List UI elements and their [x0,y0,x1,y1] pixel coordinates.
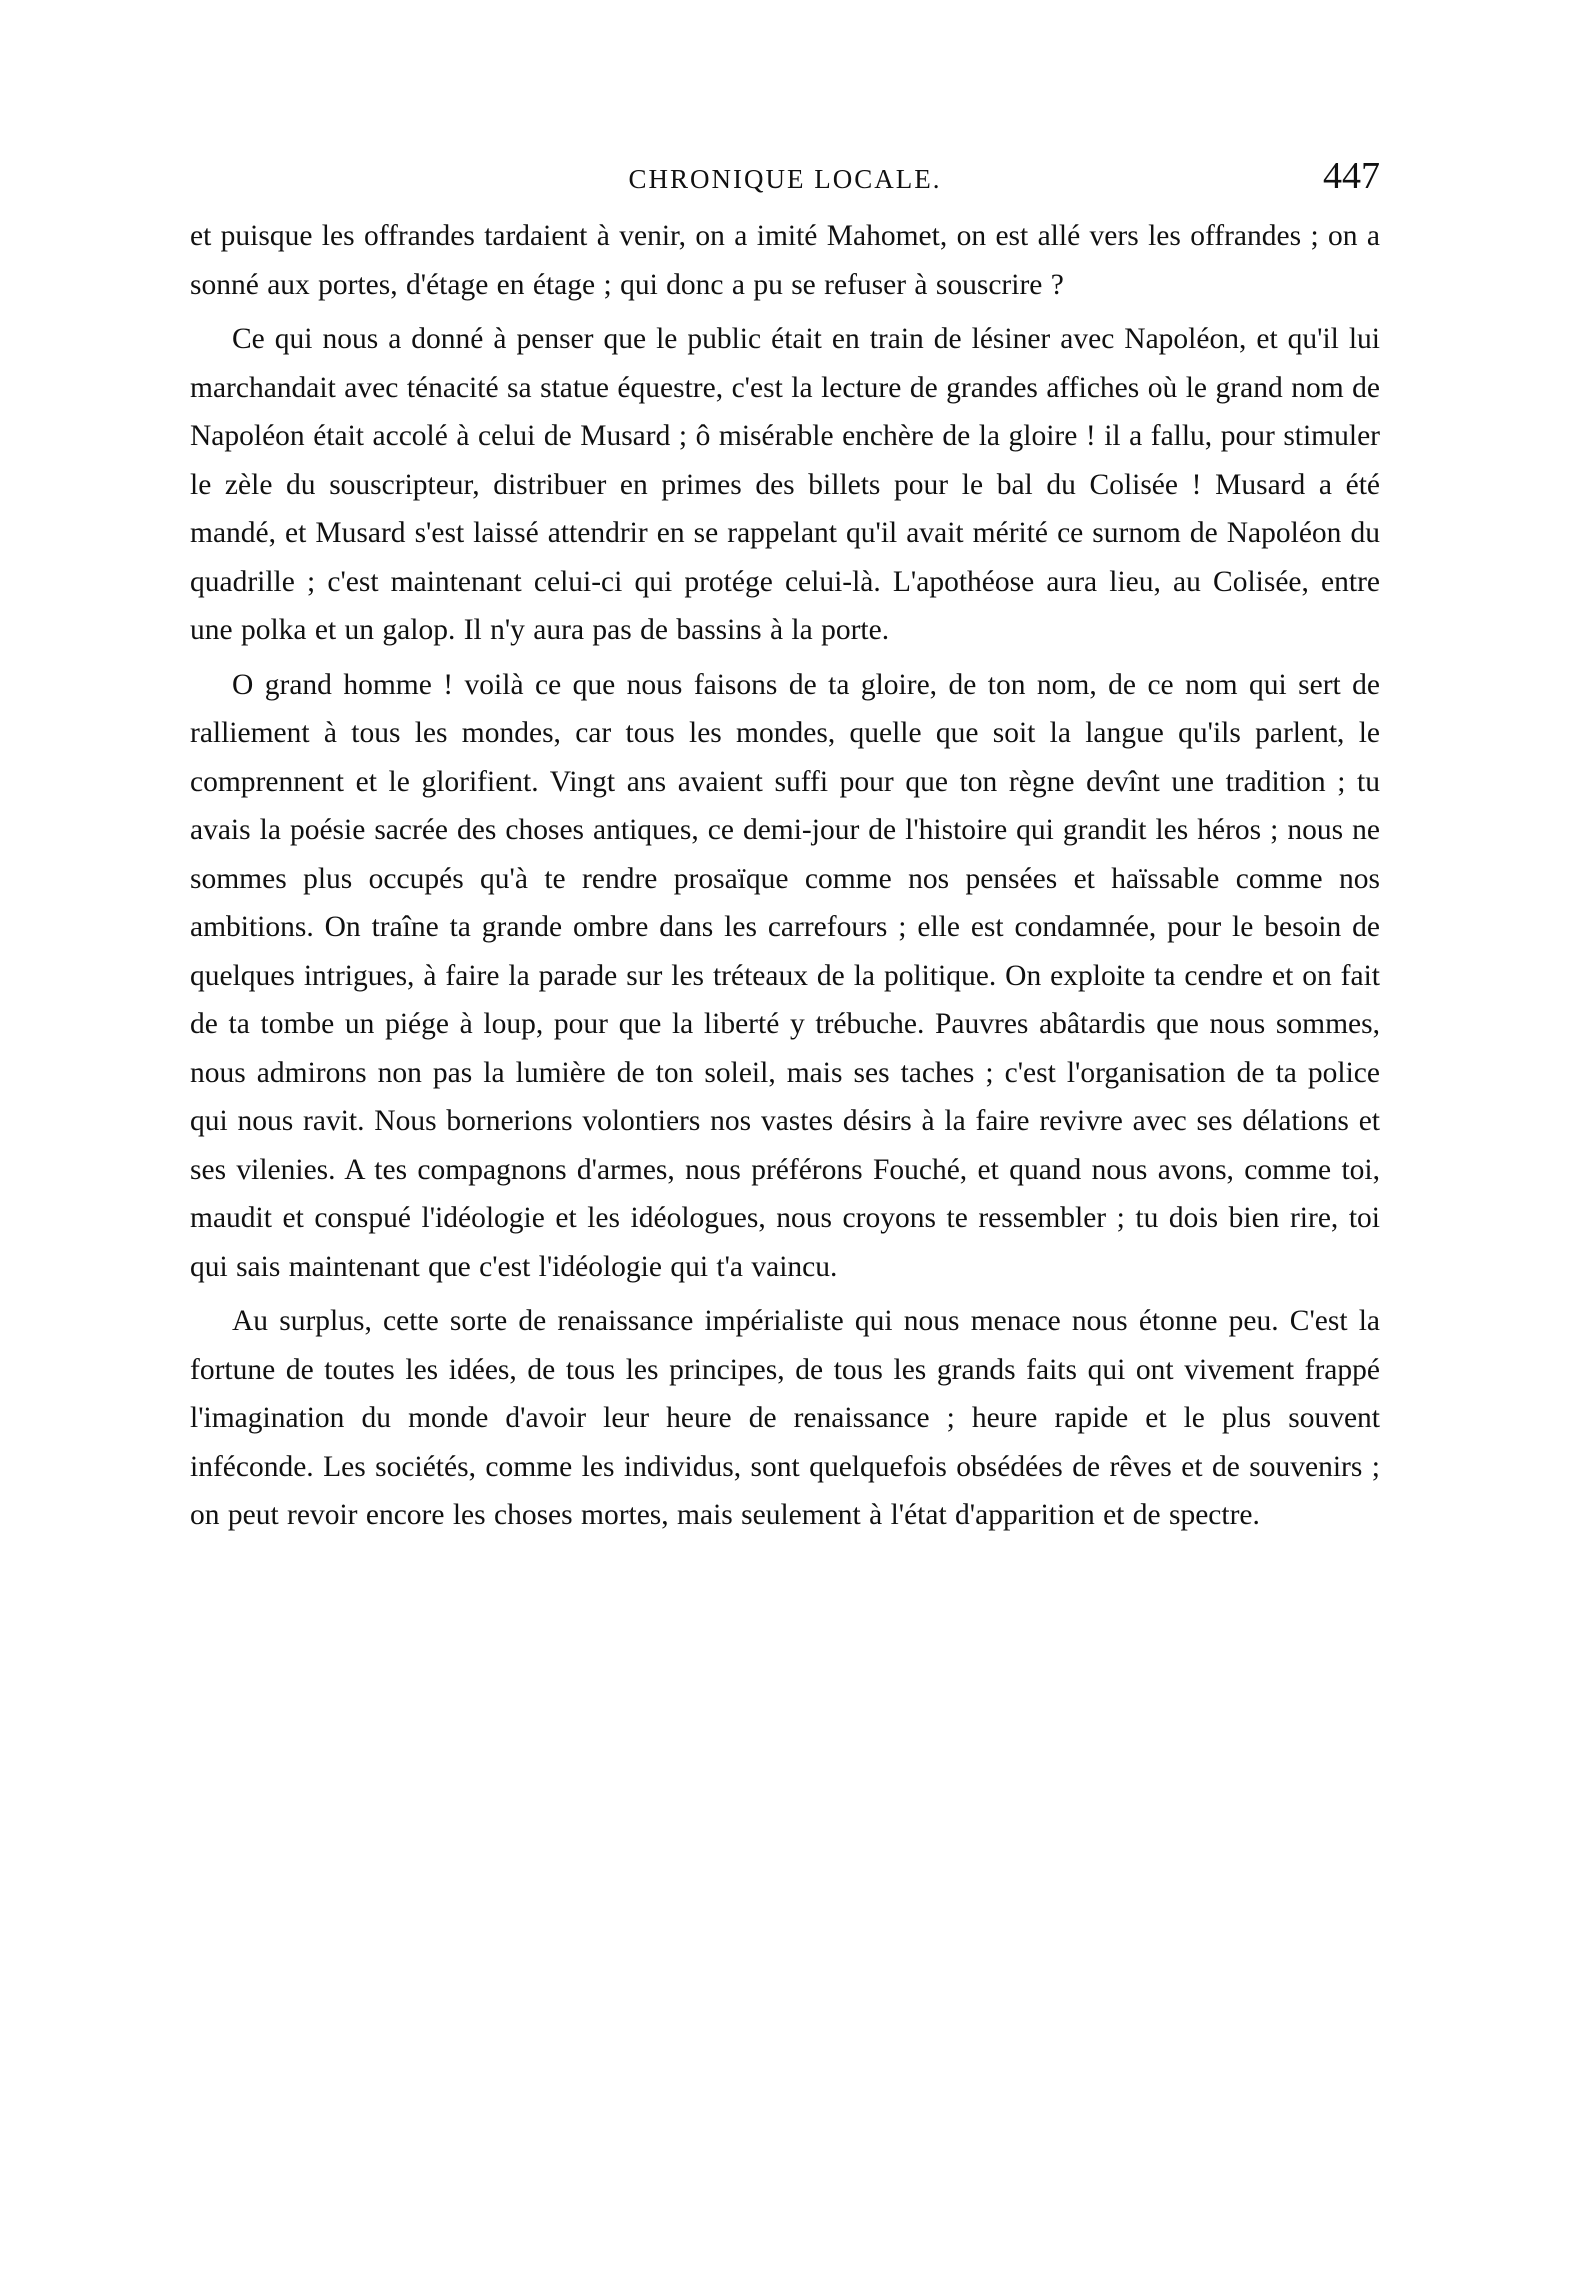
paragraph-continuation: et puisque les offrandes tardaient à venir, on a imité Mahomet, on est allé vers les offrandes ; on a sonné aux portes, d'étage en étage ; qui donc a pu se refuser à souscrire ? [190,220,1380,301]
paragraph-renaissance: Au surplus, cette sorte de renaissance impérialiste qui nous menace nous étonne peu. C'est la fortune de toutes les idées, de tous les principes, de tous les grands faits qui ont vivement frappé l'imagination du monde d'avoir leur heure de renaissance ; heure rapide et le plus souvent inféconde. Les sociétés, comme les individus, sont quelquefois obsédées de rêves et de souvenirs ; on peut revoir encore les choses mortes, mais seulement à l'état d'apparition et de spectre. [190,1305,1380,1531]
running-header [190,150,1380,210]
running-title: CHRONIQUE LOCALE. [628,164,942,194]
body-text [190,212,1380,1540]
paragraph-grand-homme: O grand homme ! voilà ce que nous faisons de ta gloire, de ton nom, de ce nom qui sert de ralliement à tous les mondes, car tous les mondes, quelle que soit la langue qu'ils parlent, le comprennent et le glorifient. Vingt ans avaient suffi pour que ton règne devînt une tradition ; tu avais la poésie sacrée des choses antiques, ce demi-jour de l'histoire qui grandit les héros ; nous ne sommes plus occupés qu'à te rendre prosaïque comme nos pensées et haïssable comme nos ambitions. On traîne ta grande ombre dans les carrefours ; elle est condamnée, pour le besoin de quelques intrigues, à faire la parade sur les tréteaux de la politique. On exploite ta cendre et on fait de ta tombe un piége à loup, pour que la liberté y trébuche. Pauvres abâtardis que nous sommes, nous admirons non pas la lumière de ton soleil, mais ses taches ; c'est l'organisation de ta police qui nous ravit. Nous bornerions volontiers nos vastes désirs à la faire revivre avec ses délations et ses vilenies. A tes compagnons d'armes, nous préférons Fouché, et quand nous avons, comme toi, maudit et conspué l'idéologie et les idéologues, nous croyons te ressembler ; tu dois bien rire, toi qui sais maintenant que c'est l'idéologie qui t'a vaincu. [190,668,1380,1283]
page-number: 447 [1323,155,1380,197]
paragraph-musard: Ce qui nous a donné à penser que le public était en train de lésiner avec Napoléon, et qu'il lui marchandait avec ténacité sa statue équestre, c'est la lecture de grandes affiches où le grand nom de Napoléon était accolé à celui de Musard ; ô misérable enchère de la gloire ! il a fallu, pour stimuler le zèle du souscripteur, distribuer en primes des billets pour le bal du Colisée ! Musard a été mandé, et Musard s'est laissé attendrir en se rappelant qu'il avait mérité ce surnom de Napoléon du quadrille ; c'est maintenant celui-ci qui protége celui-là. L'apothéose aura lieu, au Colisée, entre une polka et un galop. Il n'y aura pas de bassins à la porte. [190,323,1380,646]
